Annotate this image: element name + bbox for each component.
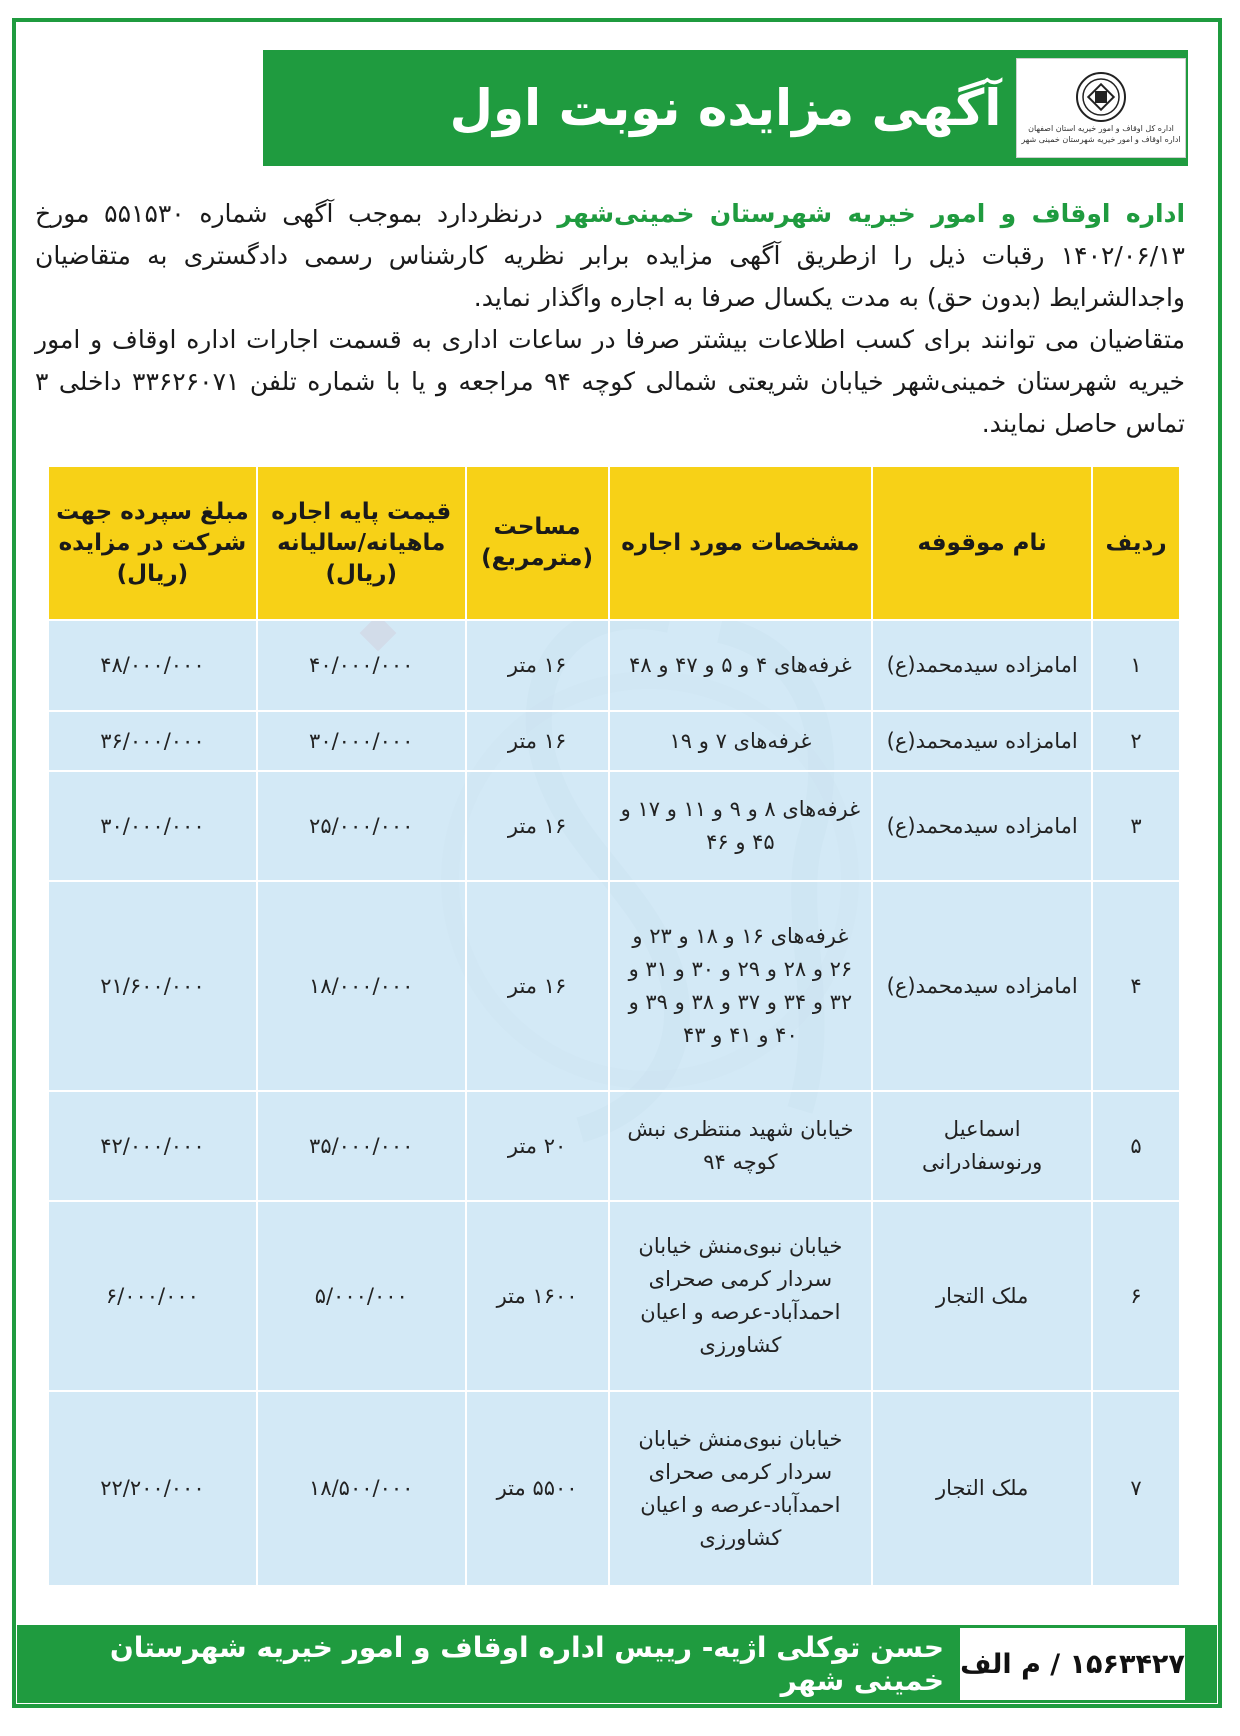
cell-deposit: ۶/۰۰۰/۰۰۰ (48, 1201, 257, 1391)
table-row (48, 620, 1180, 711)
cell-lease-spec: غرفه‌های ۷ و ۱۹ (609, 711, 873, 771)
cell-endowment-name: ملک التجار (872, 1201, 1092, 1391)
cell-base-price: ۳۰/۰۰۰/۰۰۰ (257, 711, 466, 771)
table-row (48, 1091, 1180, 1201)
table-row (48, 711, 1180, 771)
notice-title: آگهی مزایده نوبت اول (263, 50, 1188, 166)
table-row (48, 771, 1180, 881)
cell-row-number: ۴ (1092, 881, 1180, 1091)
header-base-price: قیمت پایه اجاره ماهیانه/سالیانه (ریال) (257, 466, 466, 620)
cell-lease-spec: غرفه‌های ۸ و ۹ و ۱۱ و ۱۷ و ۴۵ و ۴۶ (609, 771, 873, 881)
cell-row-number: ۶ (1092, 1201, 1180, 1391)
header-endowment-name: نام موقوفه (872, 466, 1092, 620)
cell-endowment-name: امامزاده سیدمحمد(ع) (872, 881, 1092, 1091)
cell-deposit: ۳۰/۰۰۰/۰۰۰ (48, 771, 257, 881)
header-row-number: ردیف (1092, 466, 1180, 620)
cell-lease-spec: خیابان شهید منتظری نبش کوچه ۹۴ (609, 1091, 873, 1201)
cell-area: ۲۰ متر (466, 1091, 609, 1201)
cell-row-number: ۳ (1092, 771, 1180, 881)
header-deposit: مبلغ سپرده جهت شرکت در مزایده (ریال) (48, 466, 257, 620)
cell-deposit: ۴۲/۰۰۰/۰۰۰ (48, 1091, 257, 1201)
cell-endowment-name: امامزاده سیدمحمد(ع) (872, 711, 1092, 771)
cell-endowment-name: ملک التجار (872, 1391, 1092, 1586)
cell-lease-spec: خیابان نبوی‌منش خیابان سردار کرمی صحرای احمدآباد-عرصه و اعیان کشاورزی (609, 1201, 873, 1391)
cell-base-price: ۳۵/۰۰۰/۰۰۰ (257, 1091, 466, 1201)
table-header-row (48, 466, 1180, 620)
cell-area: ۱۶ متر (466, 620, 609, 711)
org-logo (1016, 58, 1186, 158)
cell-row-number: ۲ (1092, 711, 1180, 771)
cell-base-price: ۵/۰۰۰/۰۰۰ (257, 1201, 466, 1391)
notice-code: ۱۵۶۳۴۲۷ / م الف (960, 1628, 1185, 1700)
org-name: اداره اوقاف و امور خیریه شهرستان خمینی‌شهر (557, 199, 1186, 228)
intro-paragraph-1 (35, 193, 1185, 319)
logo-caption-2: اداره اوقاف و امور خیریه شهرستان خمینی شهر (1021, 135, 1181, 144)
table-row (48, 1391, 1180, 1586)
table-row (48, 1201, 1180, 1391)
cell-area: ۱۶۰۰ متر (466, 1201, 609, 1391)
auction-table (47, 465, 1181, 1587)
cell-deposit: ۲۲/۲۰۰/۰۰۰ (48, 1391, 257, 1586)
emblem-icon (1075, 71, 1127, 123)
cell-endowment-name: اسماعیل ورنوسفادرانی (872, 1091, 1092, 1201)
header-lease-spec: مشخصات مورد اجاره (609, 466, 873, 620)
cell-base-price: ۱۸/۰۰۰/۰۰۰ (257, 881, 466, 1091)
cell-lease-spec: خیابان نبوی‌منش خیابان سردار کرمی صحرای احمدآباد-عرصه و اعیان کشاورزی (609, 1391, 873, 1586)
cell-deposit: ۴۸/۰۰۰/۰۰۰ (48, 620, 257, 711)
cell-area: ۱۶ متر (466, 711, 609, 771)
table-row (48, 881, 1180, 1091)
cell-row-number: ۷ (1092, 1391, 1180, 1586)
cell-endowment-name: امامزاده سیدمحمد(ع) (872, 771, 1092, 881)
logo-caption-1: اداره کل اوقاف و امور خیریه استان اصفهان (1028, 124, 1174, 133)
cell-base-price: ۲۵/۰۰۰/۰۰۰ (257, 771, 466, 881)
cell-base-price: ۴۰/۰۰۰/۰۰۰ (257, 620, 466, 711)
cell-row-number: ۱ (1092, 620, 1180, 711)
cell-endowment-name: امامزاده سیدمحمد(ع) (872, 620, 1092, 711)
cell-base-price: ۱۸/۵۰۰/۰۰۰ (257, 1391, 466, 1586)
intro-paragraph-2: متقاضیان می توانند برای کسب اطلاعات بیشتر صرفا در ساعات اداری به قسمت اجارات اداره اوقاف و امور خیریه شهرستان خمینی‌شهر خیابان شریعتی شمالی کوچه ۹۴ مراجعه و یا با شماره تلفن ۳۳۶۲۶۰۷۱ داخلی ۳ تماس حاصل نمایند. (35, 325, 1185, 438)
signature-line: حسن توکلی اژیه- رییس اداره اوقاف و امور خیریه شهرستان خمینی شهر (109, 1631, 944, 1697)
cell-row-number: ۵ (1092, 1091, 1180, 1201)
cell-area: ۵۵۰۰ متر (466, 1391, 609, 1586)
cell-lease-spec: غرفه‌های ۴ و ۵ و ۴۷ و ۴۸ (609, 620, 873, 711)
header-area: مساحت (مترمربع) (466, 466, 609, 620)
intro-text (35, 193, 1185, 445)
cell-lease-spec: غرفه‌های ۱۶ و ۱۸ و ۲۳ و ۲۶ و ۲۸ و ۲۹ و ۳۰ و ۳۱ و ۳۲ و ۳۴ و ۳۷ و ۳۸ و ۳۹ و ۴۰ و ۴۱ و ۴۳ (609, 881, 873, 1091)
intro-body-1: درنظردارد بموجب آگهی شماره ۵۵۱۵۳۰ مورخ ۱۴۰۲/۰۶/۱۳ رقبات ذیل را ازطریق آگهی مزایده برابر نظریه کارشناس رسمی دادگستری به متقاضیان واجدالشرایط (بدون حق) به مدت یکسال صرفا به اجاره واگذار نماید. (35, 199, 1185, 312)
cell-deposit: ۳۶/۰۰۰/۰۰۰ (48, 711, 257, 771)
cell-area: ۱۶ متر (466, 771, 609, 881)
cell-deposit: ۲۱/۶۰۰/۰۰۰ (48, 881, 257, 1091)
cell-area: ۱۶ متر (466, 881, 609, 1091)
